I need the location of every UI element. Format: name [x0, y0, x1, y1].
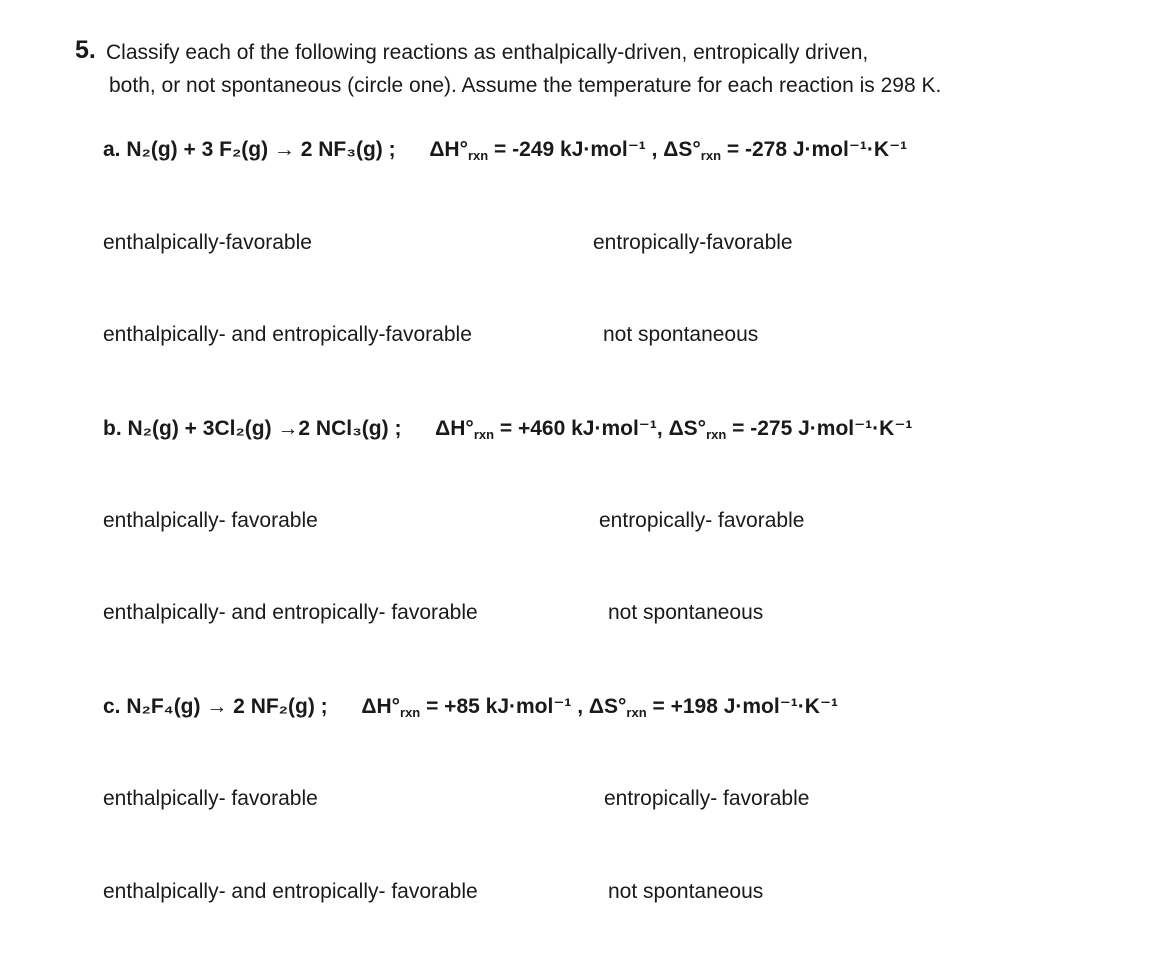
- option-entropically-favorable[interactable]: entropically-favorable: [593, 231, 793, 254]
- reaction-a: [103, 137, 907, 163]
- reaction-equation: N₂(g) + 3Cl₂(g) →2 NCl₃(g) ;: [127, 417, 402, 440]
- reaction-equation: N₂F₄(g) → 2 NF₂(g) ;: [126, 695, 328, 718]
- option-both-favorable[interactable]: enthalpically- and entropically- favorable: [103, 880, 478, 903]
- enthalpy-value: = -249 kJ·mol⁻¹ ,: [488, 138, 664, 161]
- enthalpy-symbol: ΔH°: [429, 138, 468, 161]
- question-line-1: Classify each of the following reactions as enthalpically-driven, entropically driven,: [106, 41, 869, 64]
- enthalpy-value: = +460 kJ·mol⁻¹,: [494, 417, 669, 440]
- reaction-equation: N₂(g) + 3 F₂(g) → 2 NF₃(g) ;: [126, 138, 396, 161]
- option-not-spontaneous[interactable]: not spontaneous: [608, 880, 764, 903]
- option-entropically-favorable[interactable]: entropically- favorable: [599, 509, 805, 532]
- option-both-favorable[interactable]: enthalpically- and entropically-favorable: [103, 323, 472, 346]
- entropy-symbol: ΔS°: [663, 138, 701, 161]
- entropy-symbol: ΔS°: [668, 417, 707, 440]
- question-number: 5.: [75, 36, 96, 64]
- entropy-value: = +198 J·mol⁻¹·K⁻¹: [646, 695, 839, 718]
- option-not-spontaneous[interactable]: not spontaneous: [603, 323, 759, 346]
- rxn-subscript: rxn: [400, 705, 421, 720]
- reaction-label: b.: [103, 417, 122, 440]
- reaction-b: [103, 416, 912, 442]
- reaction-c: [103, 694, 838, 720]
- rxn-subscript: rxn: [700, 148, 722, 163]
- option-both-favorable[interactable]: enthalpically- and entropically- favorable: [103, 601, 478, 624]
- entropy-value: = -278 J·mol⁻¹·K⁻¹: [721, 138, 908, 161]
- enthalpy-symbol: ΔH°: [361, 695, 401, 718]
- option-not-spontaneous[interactable]: not spontaneous: [608, 601, 764, 624]
- entropy-value: = -275 J·mol⁻¹·K⁻¹: [726, 417, 913, 440]
- rxn-subscript: rxn: [706, 427, 727, 442]
- rxn-subscript: rxn: [626, 705, 647, 720]
- option-enthalpically-favorable[interactable]: enthalpically- favorable: [103, 787, 318, 810]
- reaction-label: c.: [103, 695, 121, 718]
- enthalpy-symbol: ΔH°: [435, 417, 474, 440]
- entropy-symbol: ΔS°: [588, 695, 627, 718]
- question-line-2: both, or not spontaneous (circle one). Assume the temperature for each reaction is 298 K.: [109, 74, 942, 97]
- enthalpy-value: = +85 kJ·mol⁻¹ ,: [420, 695, 589, 718]
- option-entropically-favorable[interactable]: entropically- favorable: [604, 787, 810, 810]
- option-enthalpically-favorable[interactable]: enthalpically-favorable: [103, 231, 312, 254]
- rxn-subscript: rxn: [467, 148, 489, 163]
- option-enthalpically-favorable[interactable]: enthalpically- favorable: [103, 509, 318, 532]
- rxn-subscript: rxn: [473, 427, 495, 442]
- reaction-label: a.: [103, 138, 121, 161]
